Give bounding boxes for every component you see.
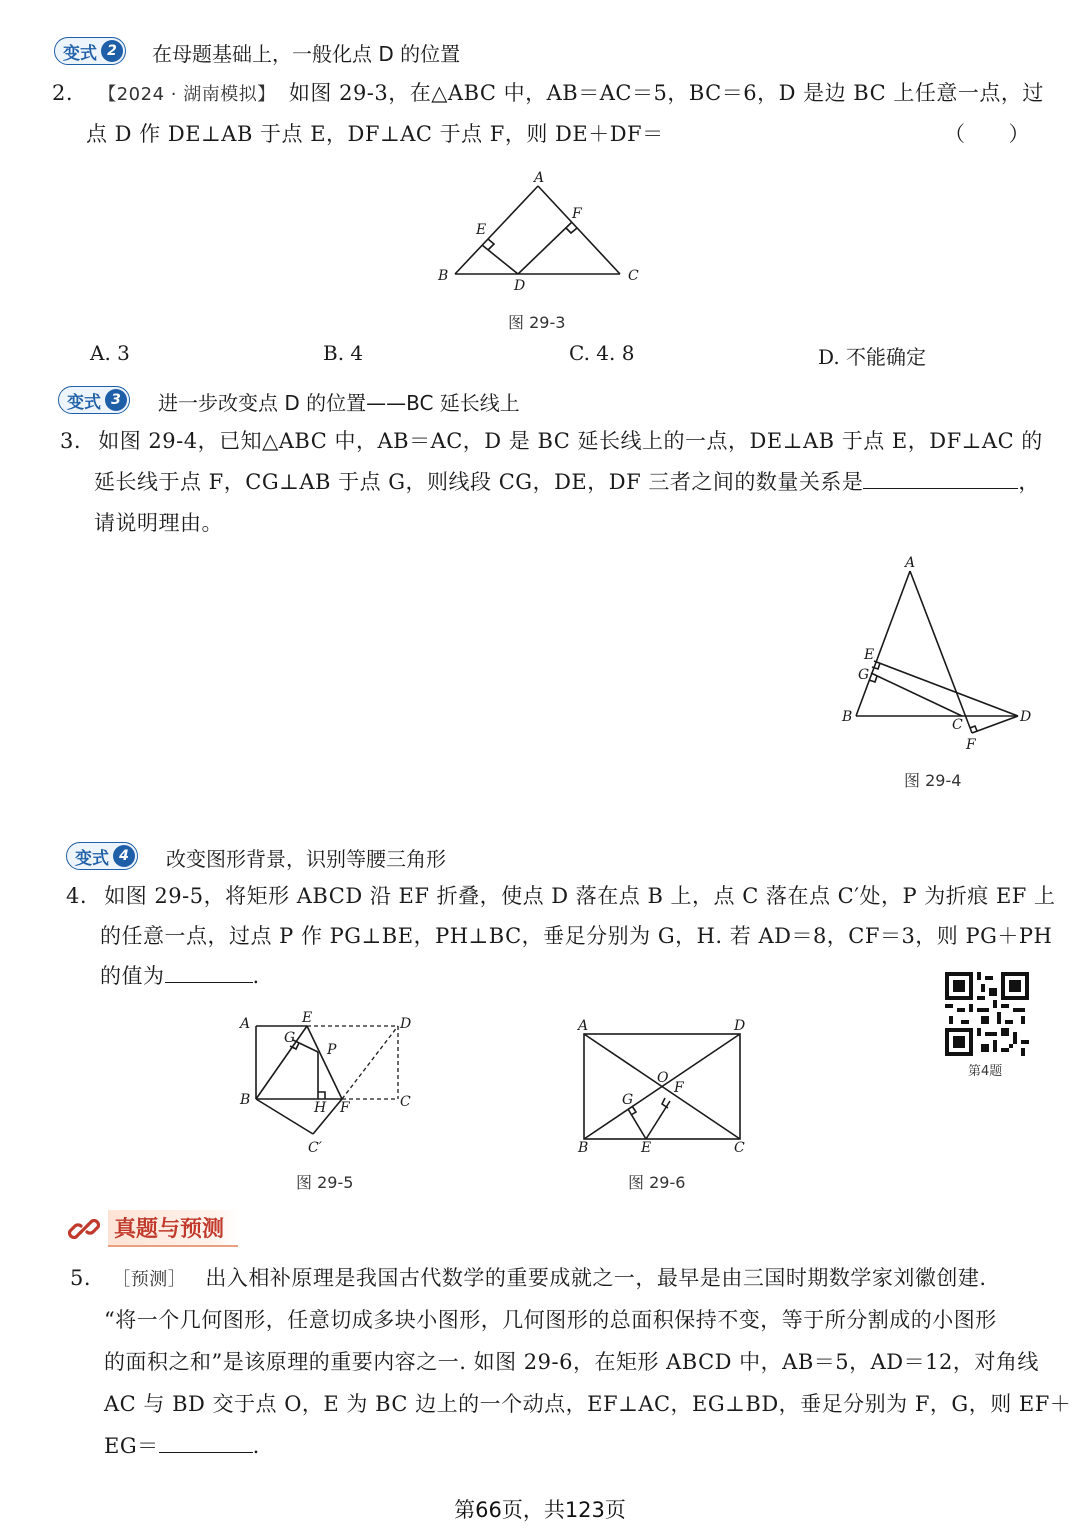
question-text: EG＝ — [104, 1434, 159, 1458]
label-a: A — [578, 1018, 589, 1034]
figure-29-3 — [430, 168, 650, 298]
question-4-line-3 — [100, 962, 260, 990]
label-d: D — [1020, 709, 1032, 725]
segment-cg — [871, 673, 962, 716]
figure-29-5 — [236, 1008, 426, 1158]
segment-be — [256, 1026, 307, 1099]
question-3-line-3: 请说明理由。 — [94, 511, 223, 535]
question-number: 3. — [60, 429, 82, 453]
label-h: H — [314, 1100, 327, 1116]
label-e: E — [864, 647, 875, 663]
question-number: 4. — [66, 884, 88, 908]
label-e: E — [476, 222, 487, 238]
question-text: 如图 29-4，已知△ABC 中，AB＝AC，D 是 BC 延长线上的一点，DE⊥AB 于点 E，DF⊥AC 的 — [98, 429, 1043, 453]
segment-df — [972, 716, 1018, 733]
question-number: 5. — [70, 1266, 92, 1290]
variant-2-title: 在母题基础上，一般化点 D 的位置 — [152, 42, 461, 66]
label-c: C — [400, 1094, 411, 1110]
label-b: B — [842, 709, 853, 725]
figure-caption: 图 29-4 — [904, 771, 962, 790]
punctuation: . — [252, 964, 260, 988]
right-angle-h — [318, 1092, 325, 1099]
label-c: C — [734, 1140, 745, 1156]
section-heading — [68, 1210, 238, 1247]
answer-blank[interactable] — [863, 468, 1018, 489]
variant-3-tag — [58, 386, 130, 414]
answer-blank[interactable] — [159, 1432, 253, 1453]
variant-number: 2 — [101, 40, 123, 62]
question-4-line-2: 的任意一点，过点 P 作 PG⊥BE，PH⊥BC，垂足分别为 G，H. 若 AD＝8，CF＝3，则 PG＋PH — [100, 924, 1053, 948]
right-angle-e — [488, 239, 494, 250]
question-5-line-5 — [104, 1432, 260, 1460]
variant-4-tag — [66, 842, 138, 870]
label-g: G — [284, 1030, 296, 1046]
segment-df — [518, 222, 572, 274]
label-b: B — [438, 268, 449, 284]
qr-code-icon[interactable] — [945, 972, 1029, 1056]
question-5-line-1 — [70, 1264, 987, 1294]
label-b: B — [240, 1092, 251, 1108]
figure-caption: 图 29-5 — [296, 1173, 354, 1192]
segment-bcp — [256, 1099, 313, 1134]
label-o: O — [657, 1070, 669, 1086]
label-f: F — [340, 1100, 350, 1116]
variant-2-tag — [54, 37, 126, 65]
option-b[interactable]: B. 4 — [323, 341, 364, 365]
variant-tag-label: 变式 — [63, 43, 97, 64]
figure-caption: 图 29-6 — [628, 1173, 686, 1192]
figure-caption: 图 29-3 — [508, 313, 566, 332]
dashed-bd — [342, 1026, 398, 1099]
answer-blank[interactable] — [165, 962, 253, 983]
question-text: 如图 29-5，将矩形 ABCD 沿 EF 折叠，使点 D 落在点 B 上，点 C 落在点 C′处，P 为折痕 EF 上 — [104, 884, 1056, 908]
option-c[interactable]: C. 4. 8 — [569, 341, 635, 365]
variant-tag-label: 变式 — [75, 848, 109, 869]
label-c: C — [628, 268, 639, 284]
option-d[interactable]: D. 不能确定 — [818, 345, 927, 369]
segment-de — [482, 245, 518, 274]
question-2-line-1 — [52, 79, 1044, 109]
segment-eg — [628, 1109, 646, 1139]
question-text: 如图 29-3，在△ABC 中，AB＝AC＝5，BC＝6，D 是边 BC 上任意一点，过 — [288, 81, 1044, 105]
variant-3-title: 进一步改变点 D 的位置——BC 延长线上 — [158, 391, 520, 415]
label-e: E — [641, 1140, 652, 1156]
label-g: G — [858, 667, 870, 683]
answer-parentheses: （ ） — [944, 122, 1030, 146]
label-c: C — [952, 717, 963, 733]
side-ab — [856, 571, 910, 716]
crease-ef — [307, 1026, 342, 1099]
question-text: 出入相补原理是我国古代数学的重要成就之一，最早是由三国时期数学家刘徽创建. — [205, 1266, 987, 1290]
punctuation: . — [252, 1434, 260, 1458]
question-4-line-1 — [66, 882, 1056, 910]
question-5-line-3: 的面积之和”是该原理的重要内容之一. 如图 29-6，在矩形 ABCD 中，AB＝5，AD＝12，对角线 — [104, 1350, 1039, 1374]
variant-number: 4 — [113, 845, 135, 867]
punctuation: ， — [1018, 470, 1040, 494]
label-c-prime: C′ — [308, 1140, 322, 1156]
question-5-line-2: “将一个几何图形，任意切成多块小图形，几何图形的总面积保持不变，等于所分割成的小图形 — [104, 1308, 997, 1332]
label-a: A — [240, 1016, 251, 1032]
question-text: 的值为 — [100, 964, 165, 988]
question-source: 【2024 · 湖南模拟】 — [98, 84, 276, 105]
question-source: ［预测］ — [112, 1269, 187, 1290]
question-2-line-2: 点 D 作 DE⊥AB 于点 E，DF⊥AC 于点 F，则 DE＋DF＝ — [86, 122, 664, 146]
qr-caption: 第4题 — [968, 1064, 1003, 1079]
variant-tag-label: 变式 — [67, 392, 101, 413]
variant-number: 3 — [105, 389, 127, 411]
label-p: P — [327, 1042, 337, 1058]
option-a[interactable]: A. 3 — [90, 341, 130, 365]
section-title: 真题与预测 — [108, 1210, 238, 1247]
label-a: A — [534, 170, 545, 186]
label-f: F — [674, 1080, 684, 1096]
side-ab — [455, 186, 538, 274]
side-ac-extended — [910, 571, 972, 733]
label-a: A — [905, 555, 916, 571]
page-footer: 第66页，共123页 — [454, 1498, 626, 1522]
right-angle-f — [566, 228, 577, 233]
label-d: D — [400, 1016, 412, 1032]
question-3-line-1 — [60, 427, 1043, 455]
question-5-line-4: AC 与 BD 交于点 O，E 为 BC 边上的一个动点，EF⊥AC，EG⊥BD，垂足分别为 F，G，则 EF＋ — [104, 1392, 1072, 1416]
question-text: 延长线于点 F，CG⊥AB 于点 G，则线段 CG，DE，DF 三者之间的数量关系是 — [94, 470, 864, 494]
label-e: E — [302, 1010, 313, 1026]
label-d: D — [734, 1018, 746, 1034]
label-g: G — [622, 1092, 634, 1108]
label-f: F — [572, 206, 582, 222]
chain-link-icon — [68, 1213, 100, 1245]
question-3-line-2 — [94, 468, 1040, 496]
label-b: B — [578, 1140, 589, 1156]
question-number: 2. — [52, 81, 74, 105]
side-ac — [538, 186, 620, 274]
label-f: F — [966, 737, 976, 753]
figure-29-4 — [838, 555, 1038, 755]
figure-29-6 — [570, 1018, 760, 1158]
label-d: D — [514, 278, 526, 294]
variant-4-title: 改变图形背景，识别等腰三角形 — [166, 847, 446, 871]
right-angle-f — [662, 1098, 668, 1108]
